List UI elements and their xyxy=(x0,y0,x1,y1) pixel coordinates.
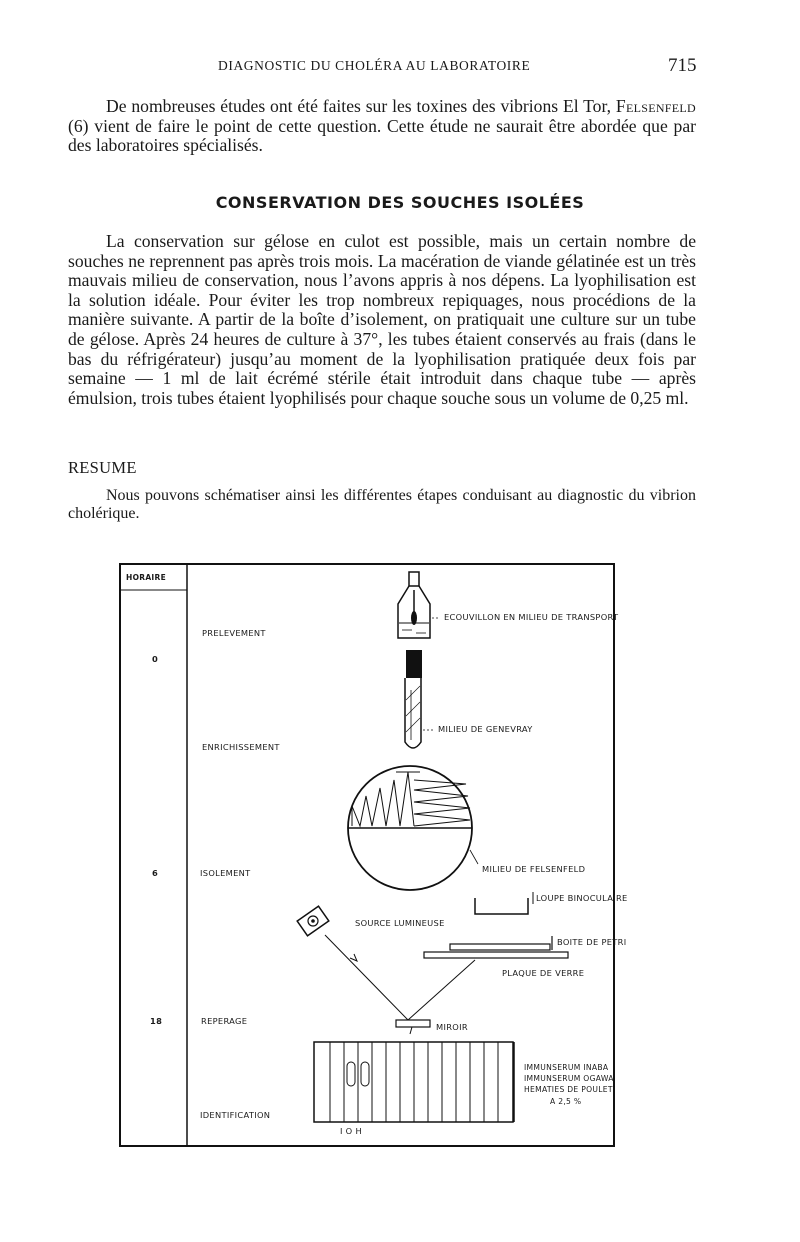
label-source: SOURCE LUMINEUSE xyxy=(355,918,445,928)
step-identification: IDENTIFICATION xyxy=(200,1110,271,1120)
label-loupe: LOUPE BINOCULAIRE xyxy=(536,893,628,903)
glass-plate-drawing xyxy=(424,952,568,958)
paragraph-conservation: La conservation sur gélose en culot est possible, mais un certain nombre de souches ne reprennent pas après trois mois. La macération de viande gélatinée est un très mauvais milieu de conservation, nous l’avons appris à nos dépens. La lyophilisation est la solution idéale. Pour éviter les trop nombreux repiquages, nous procédions de la manière suivante. A partir de la boîte d’isolement, on pratiquait une culture sur un tube de gélose. Après 24 heures de culture à 37°, les tubes étaient conservés au frais (dans le bas du réfrigérateur) jusqu’au moment de la lyophilisation pratiquée deux fois par semaine — 1 ml de lait écrémé stérile était introduit dans chaque tube — après émulsion, trois tubes étaient lyophilisés pour chaque souche sous un volume de 0,25 ml. xyxy=(68,231,696,408)
label-miroir: MIROIR xyxy=(436,1022,468,1032)
label-petri: BOITE DE PETRI xyxy=(557,937,627,947)
label-ioh: I O H xyxy=(340,1126,362,1136)
hour-18: 18 xyxy=(150,1016,163,1026)
step-enrichissement: ENRICHISSEMENT xyxy=(202,742,280,752)
light-source-drawing xyxy=(297,906,329,936)
paragraph-toxins-start: De nombreuses études ont été faites sur les toxines des vibrions El Tor, xyxy=(106,96,612,116)
petri-dish-drawing xyxy=(348,766,472,890)
label-genevray: MILIEU DE GENEVRAY xyxy=(438,724,533,734)
light-ray-in xyxy=(325,935,408,1020)
horaire-label: HORAIRE xyxy=(126,573,167,582)
page-number: 715 xyxy=(668,55,697,76)
label-inaba: IMMUNSERUM INABA xyxy=(524,1063,609,1072)
mirror-drawing xyxy=(396,1020,430,1027)
label-verre: PLAQUE DE VERRE xyxy=(502,968,585,978)
step-prelevement: PRELEVEMENT xyxy=(202,628,266,638)
diagram-frame xyxy=(120,564,614,1146)
author-name: Felsenfeld xyxy=(615,96,696,116)
petri-box-drawing xyxy=(450,944,550,950)
label-felsenfeld: MILIEU DE FELSENFELD xyxy=(482,864,586,874)
label-swab: ECOUVILLON EN MILIEU DE TRANSPORT xyxy=(444,612,619,622)
light-ray-out xyxy=(408,960,475,1020)
enrichment-tube-drawing xyxy=(405,650,422,748)
paragraph-resume: Nous pouvons schématiser ainsi les différentes étapes conduisant au diagnostic du vibrion cholérique. xyxy=(68,487,696,522)
section-heading: CONSERVATION DES SOUCHES ISOLÉES xyxy=(215,193,585,212)
hour-0: 0 xyxy=(152,654,159,664)
label-concentration: A 2,5 % xyxy=(550,1097,582,1106)
hour-6: 6 xyxy=(152,868,159,878)
resume-heading: RESUME xyxy=(68,458,137,477)
identification-rack-drawing xyxy=(314,1042,514,1122)
step-isolement: ISOLEMENT xyxy=(200,868,251,878)
label-ogawa: IMMUNSERUM OGAWA xyxy=(524,1074,614,1083)
step-reperage: REPERAGE xyxy=(201,1016,248,1026)
running-title: DIAGNOSTIC DU CHOLÉRA AU LABORATOIRE xyxy=(218,58,531,73)
loupe-drawing xyxy=(475,898,528,914)
paragraph-toxins-end: (6) vient de faire le point de cette question. Cette étude ne saurait être abordée que par des laboratoires spécialisés. xyxy=(68,115,696,156)
swab-bottle-drawing xyxy=(398,572,430,638)
label-hematies: HEMATIES DE POULET xyxy=(524,1085,613,1094)
